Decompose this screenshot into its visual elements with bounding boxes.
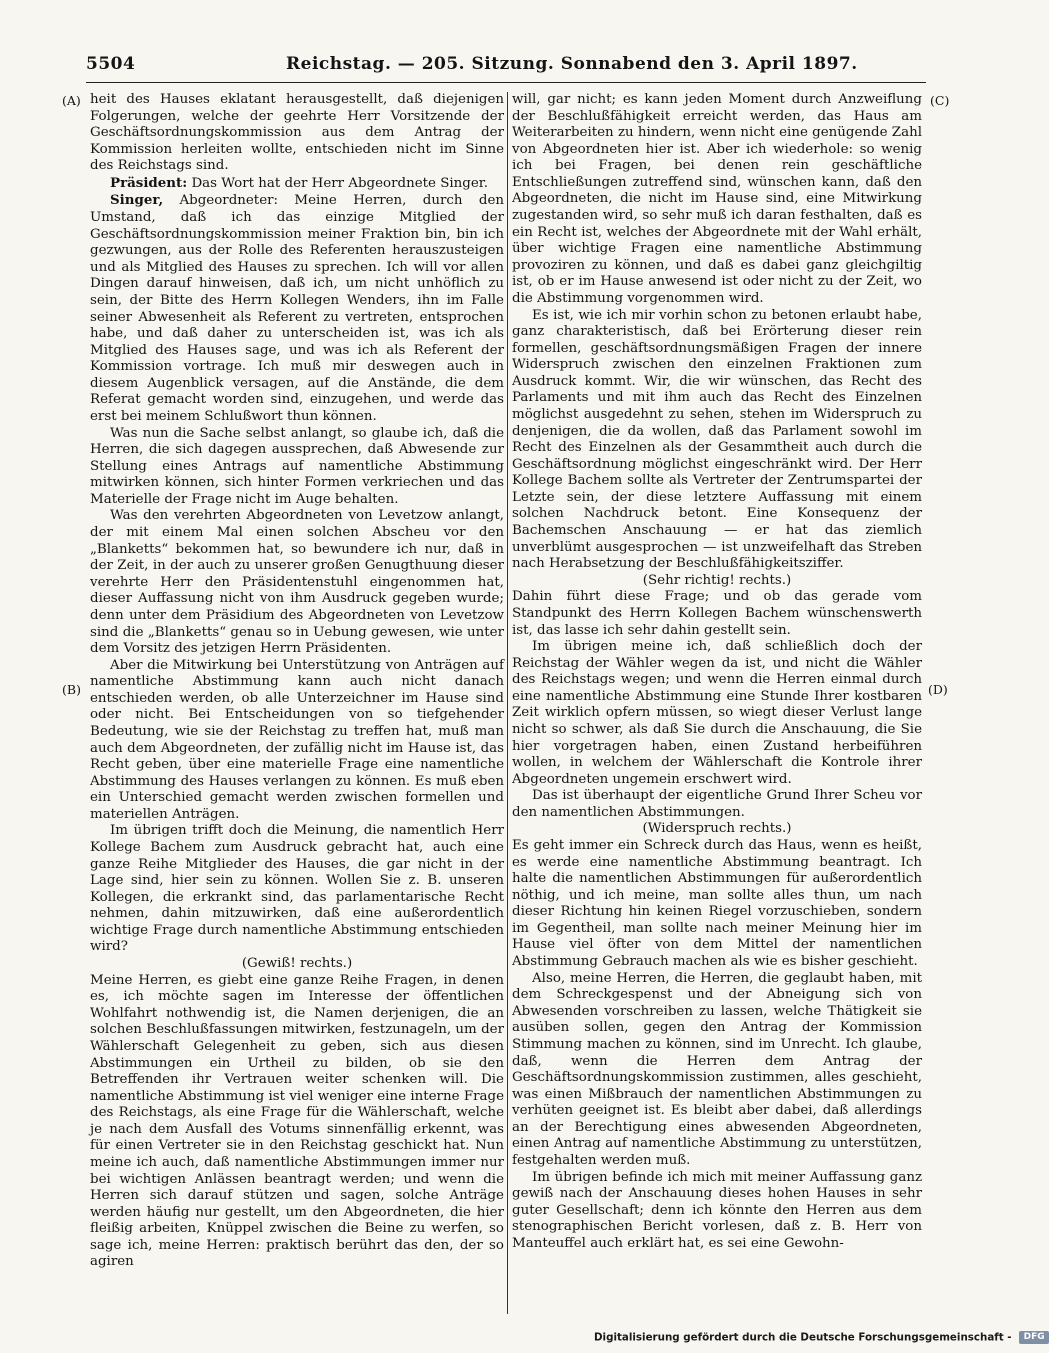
column-divider (507, 92, 508, 1314)
page-header (86, 54, 926, 80)
paragraph: Aber die Mitwirkung bei Unterstützung von Anträgen auf namentliche Abstimmung kann auch nicht danach entschieden werden, ob alle Unterzeichner im Hause sind oder nicht. Bei Entscheidungen von so tiefgehender Bedeutung, wie sie der Reichstag zu treffen hat, muß man auch dem Abgeordneten, der zufällig nicht im Hause ist, das Recht geben, über eine materielle Frage eine namentliche Abstimmung des Hauses verlangen zu können. Es muß eben ein Unterschied gemacht werden zwischen formellen und materiellen Anträgen. (90, 657, 504, 822)
margin-mark-a: (A) (62, 93, 81, 108)
paragraph: Es geht immer ein Schreck durch das Haus, wenn es heißt, es werde eine namentliche Abstimmung beantragt. Ich halte die namentlichen Abstimmungen für außerordentlich nöthig, und ich meine, man sollte alles thun, um nach dieser Richtung hin keinen Riegel vorzuschieben, sondern im Gegentheil, man sollte nach meiner Meinung hier im Hause viel öfter von dem Mittel der namentlichen Abstimmung Gebrauch machen als wie es bisher geschieht. (512, 838, 922, 970)
paragraph: Was den verehrten Abgeordneten von Levetzow anlangt, der mit einem Mal einen solchen Abscheu vor den „Blanketts“ bekommen hat, so bewundere ich nur, daß in der Zeit, in der auch zu unserer großen Genugthuung dieser verehrte Herr den Präsidentenstuhl eingenommen hat, dieser Auffassung nicht von ihm Ausdruck gegeben wurde; denn unter dem Präsidium des Abgeordneten von Levetzow sind die „Blanketts“ genau so in Uebung gewesen, wie unter dem Vorsitz des jetzigen Herrn Präsidenten. (90, 508, 504, 657)
paragraph: Im übrigen meine ich, daß schließlich doch der Reichstag der Wähler wegen da ist, und nicht die Wähler des Reichstags wegen; und wenn die Herren einmal durch eine namentliche Abstimmung eine Stunde Ihrer kostbaren Zeit wirklich opfern müssen, so wiegt dieser Verlust lange nicht so schwer, als daß Sie durch die Anschauung, die Sie hier vorgetragen haben, einen Zustand herbeiführen wollen, in welchem der Wählerschaft die Kontrole ihrer Abgeordneten ungemein erschwert wird. (512, 639, 922, 787)
header-rule (86, 82, 926, 83)
speaker-name: Präsident: (110, 174, 188, 191)
paragraph: Im übrigen befinde ich mich mit meiner Auffassung ganz gewiß nach der Anschauung dieses hohen Hauses in sehr guter Gesellschaft; denn ich könnte den Herren aus dem stenographischen Bericht vorlesen, daß z. B. Herr von Manteuffel auch erklärt hat, es sei eine Gewohn- (512, 1169, 922, 1251)
margin-mark-b: (B) (62, 682, 81, 697)
paragraph: Im übrigen trifft doch die Meinung, die namentlich Herr Kollege Bachem zum Ausdruck gebracht hat, auch eine ganze Reihe Mitglieder des Hauses, die gar nicht in der Lage sind, hier sein zu können. Wollen Sie z. B. unseren Kollegen, die erkrankt sind, das parlamentarische Recht nehmen, dahin mitzuwirken, daß eine außerordentlich wichtige Frage durch namentliche Abstimmung entschieden wird? (90, 823, 504, 955)
paragraph: Dahin führt diese Frage; und ob das gerade vom Standpunkt des Herrn Kollegen Bachem wünschenswerth ist, das lasse ich sehr dahin gestellt sein. (512, 589, 922, 638)
left-column (90, 92, 504, 1271)
paragraph: Was nun die Sache selbst anlangt, so glaube ich, daß die Herren, die sich dagegen aussprechen, daß Abwesende zur Stellung eines Antrags auf namentliche Abstimmung mitwirken können, sich hinter Formen verkriechen und das Materielle der Frage nicht im Auge behalten. (90, 425, 504, 507)
margin-mark-c: (C) (930, 93, 950, 108)
margin-mark-d: (D) (928, 682, 948, 697)
running-title: Reichstag. — 205. Sitzung. Sonnabend den 3. April 1897. (286, 54, 858, 74)
dfg-logo: DFG (1019, 1331, 1049, 1344)
paragraph (90, 175, 504, 193)
paragraph (90, 192, 504, 425)
paragraph: Das ist überhaupt der eigentliche Grund Ihrer Scheu vor den namentlichen Abstimmungen. (512, 788, 922, 820)
footer-credit-text: Digitalisierung gefördert durch die Deutsche Forschungsgemeinschaft - (594, 1331, 1012, 1344)
speech-text: Das Wort hat der Herr Abgeordnete Singer. (187, 175, 488, 191)
paragraph: heit des Hauses eklatant herausgestellt, daß diejenigen Folgerungen, welche der geehrte Herr Vorsitzende der Geschäftsordnungskommission aus dem Antrag der Kommission herleiten wollte, entschieden nicht im Sinne des Reichstags sind. (90, 92, 504, 174)
interjection: (Widerspruch rechts.) (642, 821, 792, 837)
footer-credit (594, 1331, 1049, 1347)
paragraph: Es ist, wie ich mir vorhin schon zu betonen erlaubt habe, ganz charakteristisch, daß bei Erörterung dieser rein formellen, geschäftsordnungsmäßigen Fragen der innere Widerspruch zwischen den einzelnen Fraktionen zum Ausdruck kommt. Wir, die wir wünschen, das Recht des Parlaments und mit ihm auch das Recht des Einzelnen möglichst ausgedehnt zu sehen, stehen im Widerspruch zu denjenigen, die da wollen, daß das Parlament sowohl im Recht des Einzelnen als der Gesammtheit auch durch die Geschäftsordnung möglichst eingeschränkt wird. Der Herr Kollege Bachem sollte als Vertreter der Zentrumspartei der Letzte sein, der diese letztere Auffassung mit einem solchen Nachdruck betont. Eine Konsequenz der Bachemschen Anschauung — er hat das ziemlich unverblümt ausgesprochen — ist unzweifelhaft das Streben nach Herabsetzung der Beschlußfähigkeitsziffer. (512, 307, 922, 572)
speaker-name: Singer, (110, 192, 164, 209)
speech-text: Abgeordneter: Meine Herren, durch den Umstand, daß ich das einzige Mitglied der Geschäftsordnungskommission meiner Fraktion bin, bin ich gezwungen, aus der Rolle des Referenten herauszusteigen und als Mitglied des Hauses zu sprechen. Ich will vor allen Dingen darauf hinweisen, daß ich, um nicht unhöflich zu sein, der Bitte des Herrn Kollegen Wenders, ihn im Falle seiner Abwesenheit als Referent zu vertreten, entsprochen habe, und daß daher zu unterscheiden ist, was ich als Mitglied des Hauses sage, und was ich als Referent der Kommission vortrage. Ich muß mir deswegen auch in diesem Augenblick versagen, auf die Anstände, die dem Referat gemacht worden sind, einzugehen, und werde das erst bei meinem Schlußwort thun können. (90, 193, 504, 424)
right-column (512, 92, 922, 1252)
interjection: (Sehr richtig! rechts.) (642, 572, 792, 588)
paragraph: will, gar nicht; es kann jeden Moment durch Anzweiflung der Beschlußfähigkeit erreicht werden, das Haus am Weiterarbeiten zu hindern, wenn nicht eine genügende Zahl von Abgeordneten hier ist. Aber ich wiederhole: so wenig ich bei Fragen, bei denen rein geschäftliche Entschließungen zutreffend sind, wünschen kann, daß den Abgeordneten, die nicht im Hause sind, eine Mitwirkung zugestanden wird, so sehr muß ich daran festhalten, daß es ein Recht ist, welches der Abgeordnete mit der Wahl erhält, über wichtige Fragen eine namentliche Abstimmung provoziren zu können, und daß es dabei ganz gleichgiltig ist, ob er im Hause anwesend ist oder nicht zu der Zeit, wo die Abstimmung vorgenommen wird. (512, 92, 922, 306)
interjection: (Gewiß! rechts.) (241, 956, 353, 972)
paragraph: Meine Herren, es giebt eine ganze Reihe Fragen, in denen es, ich möchte sagen im Interesse der öffentlichen Wohlfahrt nothwendig ist, die Namen derjenigen, die an solchen Beschlußfassungen mitwirken, festzunageln, um der Wählerschaft Gelegenheit zu geben, sich aus diesen Abstimmungen ein Urtheil zu bilden, ob sie den Betreffenden ihr Vertrauen weiter schenken will. Die namentliche Abstimmung ist viel weniger eine interne Frage des Reichstags, als eine Frage für die Wählerschaft, welche je nach dem Ausfall des Votums sinnenfällig erkennt, was für einen Vertreter sie in den Reichstag geschickt hat. Nun meine ich auch, daß namentliche Abstimmungen immer nur bei wichtigen Anlässen beantragt werden; und wenn die Herren sich darauf stützen und sagen, solche Anträge werden häufig nur gestellt, um den Abgeordneten, die hier fleißig arbeiten, Knüppel zwischen die Beine zu werfen, so sage ich, meine Herren: praktisch berührt das den, der so agiren (90, 972, 504, 1270)
paragraph: Also, meine Herren, die Herren, die geglaubt haben, mit dem Schreckgespenst und der Abneigung sich von Abwesenden vorschreiben zu lassen, welche Thätigkeit sie ausüben sollen, gegen den Antrag der Kommission Stimmung machen zu können, sind im Unrecht. Ich glaube, daß, wenn die Herren dem Antrag der Geschäftsordnungskommission zustimmen, alles geschieht, was einen Mißbrauch der namentlichen Abstimmungen zu verhüten geeignet ist. Es bleibt aber dabei, daß allerdings an der Berechtigung eines abwesenden Abgeordneten, einen Antrag auf namentliche Abstimmung zu unterstützen, festgehalten werden muß. (512, 970, 922, 1168)
page-number: 5504 (86, 54, 136, 74)
